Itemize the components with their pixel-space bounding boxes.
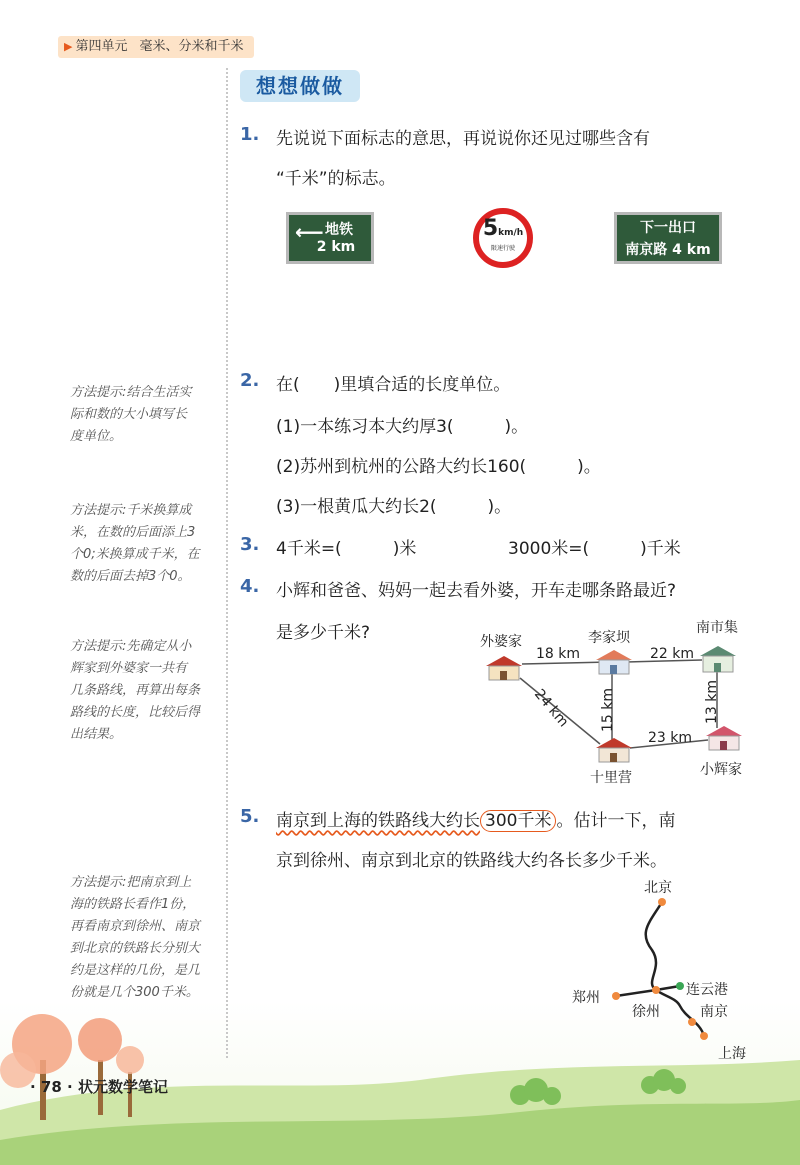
q5-line1-a: 南京到上海的铁路线大约长	[276, 811, 480, 831]
tip-line: 份就是几个300千米。	[70, 985, 199, 1000]
section-title: 想想做做	[240, 70, 360, 102]
tip-line: 米，在数的后面添上3	[70, 525, 196, 540]
tip-label: 方法提示:	[70, 875, 127, 890]
distance-nanshiji-xiaohui: 13 km	[704, 679, 720, 724]
q4-line1: 小辉和爸爸、妈妈一起去看外婆，开车走哪条路最近?	[276, 581, 677, 601]
method-tip	[70, 500, 220, 588]
tip-line: 出结果。	[70, 727, 123, 742]
tip-line: 度单位。	[70, 429, 123, 444]
q5-highlight-distance: 300千米	[480, 810, 556, 832]
distance-waipo-lijiaba: 18 km	[536, 646, 581, 662]
q5-line1-c: 。估计一下，南	[556, 811, 676, 831]
q2-number: 2.	[240, 370, 260, 391]
tip-line: 再看南京到徐州、南京	[70, 919, 201, 934]
place-shiliying: 十里营	[590, 770, 632, 786]
house-icon	[596, 650, 632, 674]
q2-item: (2)苏州到杭州的公路大约长160( )。	[276, 457, 601, 477]
tip-line: 约是这样的几份，是几	[70, 963, 201, 978]
city-dot-zhengzhou	[612, 992, 620, 1000]
city-beijing: 北京	[644, 880, 672, 896]
page-number: 78	[40, 1078, 62, 1096]
column-divider	[226, 68, 228, 1058]
tip-line: 海的铁路长看作1份，	[70, 897, 196, 912]
distance-shiliying-xiaohui: 23 km	[648, 730, 693, 746]
house-icon	[486, 656, 522, 680]
distance-lijiaba-nanshiji: 22 km	[650, 646, 695, 662]
city-dot-xuzhou	[652, 986, 660, 994]
tip-line: 际和数的大小填写长	[70, 407, 188, 422]
q5-line1	[276, 806, 675, 831]
city-zhengzhou: 郑州	[572, 990, 600, 1006]
q3-left: 4千米=( )米	[276, 539, 417, 559]
page-footer: · 78 · 状元数学笔记	[30, 1078, 168, 1096]
speed-limit-unit: km/h	[498, 228, 524, 238]
distance-lijiaba-shiliying: 15 km	[600, 687, 616, 732]
speed-limit-sign	[473, 208, 533, 268]
city-dot-beijing	[658, 898, 666, 906]
q2-item: (1)一本练习本大约厚3( )。	[276, 417, 529, 437]
header-arrow-icon: ▶	[64, 40, 73, 53]
city-lianyungang: 连云港	[686, 982, 728, 998]
subway-sign-title: 地铁	[325, 222, 353, 238]
house-icon	[596, 738, 632, 762]
exit-sign	[614, 212, 722, 264]
tip-line: 数的后面去掉3个0。	[70, 569, 191, 584]
house-icon	[700, 646, 736, 672]
tip-line: 辉家到外婆家一共有	[70, 661, 188, 676]
method-tip	[70, 382, 220, 448]
tip-line: 千米换算成	[126, 503, 192, 518]
tip-label: 方法提示:	[70, 639, 127, 654]
unit-topic: 毫米、分米和千米	[139, 39, 244, 54]
tip-line: 个0;米换算成千米，在	[70, 547, 200, 562]
q1-line2: “千米”的标志。	[276, 169, 396, 189]
road-waipo-lijiaba	[522, 662, 610, 664]
q2-item: (3)一根黄瓜大约长2( )。	[276, 497, 512, 517]
tip-line: 路线的长度，比较后得	[70, 705, 201, 720]
q3-right: 3000米=( )千米	[508, 539, 681, 559]
q2-line1: 在( )里填合适的长度单位。	[276, 375, 511, 395]
book-title: 状元数学笔记	[77, 1078, 168, 1096]
method-tip	[70, 872, 220, 1004]
method-tip	[70, 636, 220, 746]
q4-line2: 是多少千米?	[276, 623, 371, 643]
q1-number: 1.	[240, 124, 260, 145]
unit-label: 第四单元	[75, 39, 128, 54]
place-nanshiji: 南市集	[696, 620, 738, 636]
speed-limit-caption: 限速行驶	[490, 245, 515, 252]
city-xuzhou: 徐州	[632, 1004, 660, 1020]
city-dot-lianyungang	[676, 982, 684, 990]
route-map	[470, 612, 770, 790]
q4-number: 4.	[240, 576, 260, 597]
tip-line: 到北京的铁路长分别大	[70, 941, 201, 956]
tip-line: 先确定从小	[126, 639, 192, 654]
tip-label: 方法提示:	[70, 385, 127, 400]
subway-sign-distance: 2 km	[316, 239, 356, 255]
place-lijiaba: 李家坝	[588, 630, 630, 646]
q3-number: 3.	[240, 534, 260, 555]
exit-sign-title: 下一出口	[640, 220, 696, 236]
tip-line: 几条路线，再算出每条	[70, 683, 201, 698]
left-arrow-icon: ⟵	[295, 220, 324, 244]
railway-line	[616, 990, 656, 996]
place-xiaohui: 小辉家	[700, 762, 742, 778]
tip-line: 结合生活实	[126, 385, 192, 400]
q5-line2: 京到徐州、南京到北京的铁路线大约各长多少千米。	[276, 851, 667, 871]
unit-header	[58, 36, 254, 58]
subway-sign	[286, 212, 374, 264]
q1-line1: 先说说下面标志的意思，再说说你还见过哪些含有	[276, 129, 650, 149]
house-icon	[706, 726, 742, 750]
tip-line: 把南京到上	[126, 875, 192, 890]
tip-label: 方法提示:	[70, 503, 127, 518]
distance-waipo-shiliying: 24 km	[530, 686, 572, 731]
exit-sign-distance: 南京路 4 km	[625, 242, 711, 258]
city-nanjing: 南京	[700, 1004, 728, 1020]
speed-limit-value: 5	[482, 216, 499, 241]
city-shanghai: 上海	[718, 1046, 746, 1062]
place-waipo: 外婆家	[480, 634, 522, 650]
q5-number: 5.	[240, 806, 260, 827]
